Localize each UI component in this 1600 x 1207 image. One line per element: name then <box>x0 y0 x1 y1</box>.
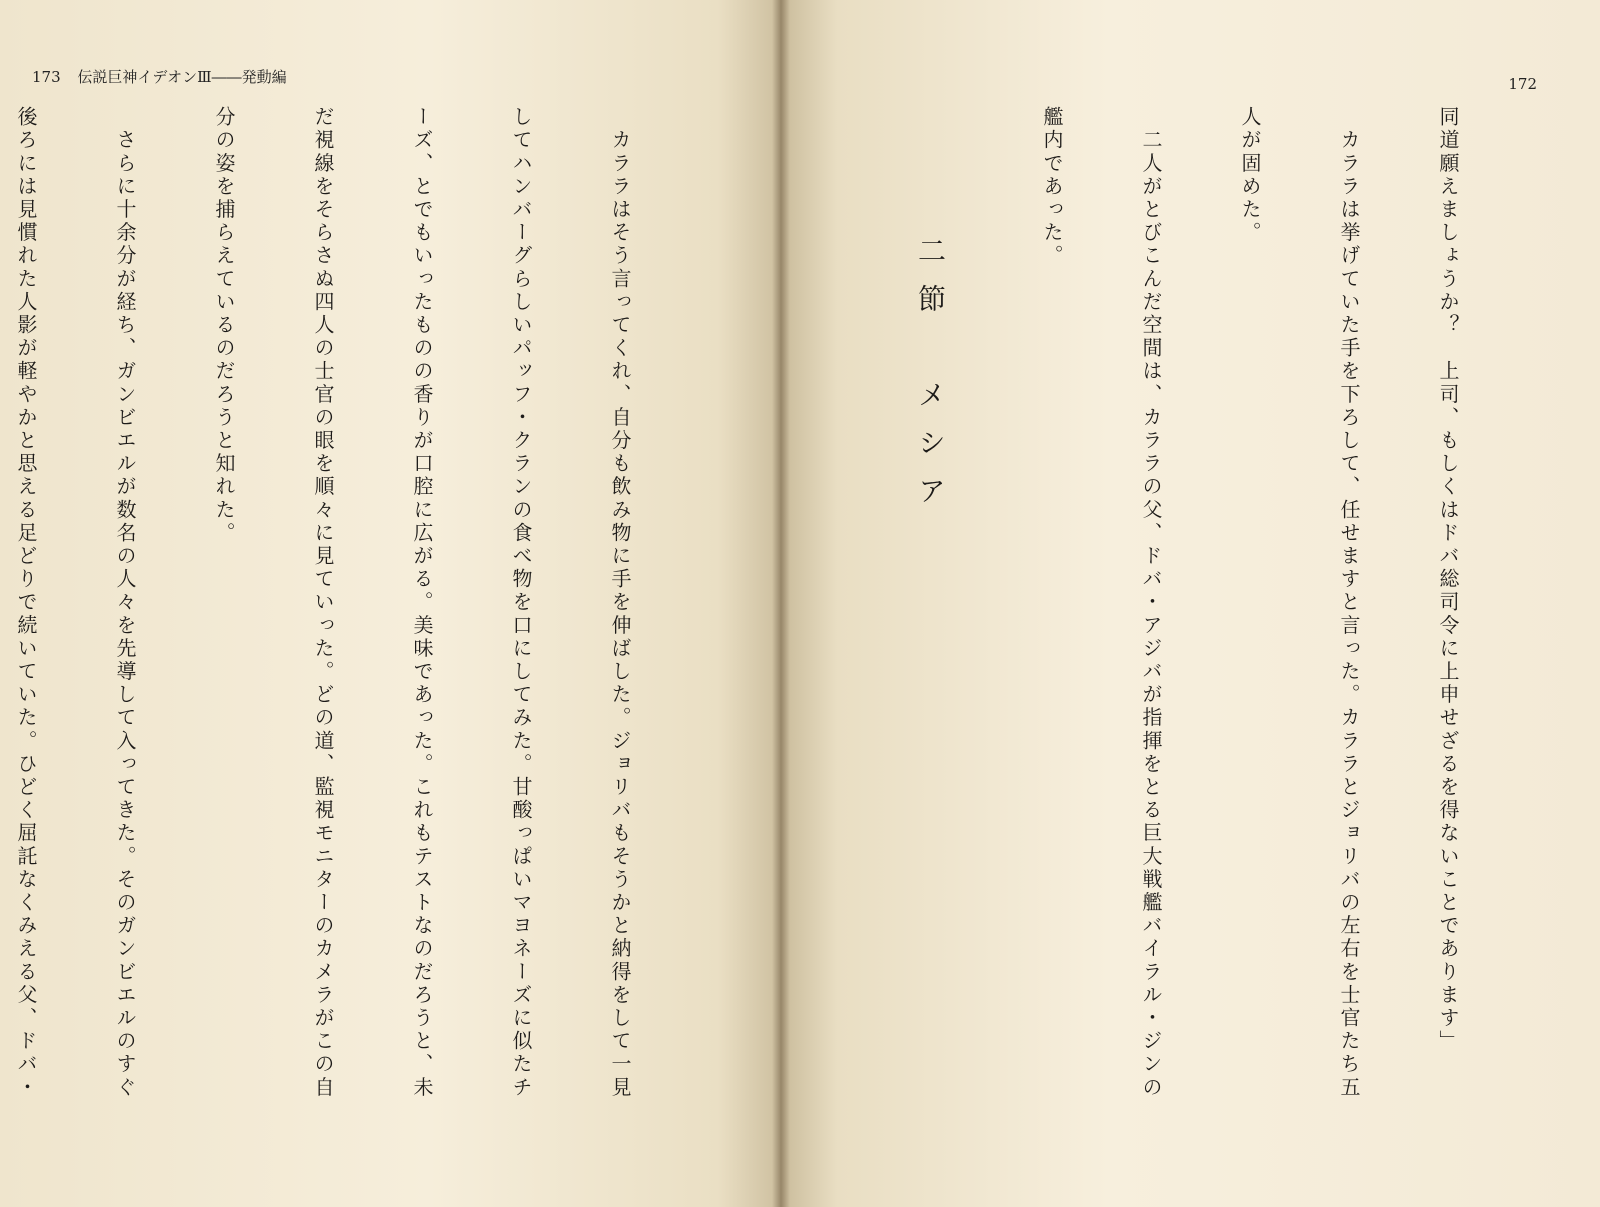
text-line: 人が固めた。 <box>1238 106 1262 245</box>
right-page-body <box>830 106 1530 1146</box>
text-line: だ視線をそらさぬ四人の士官の眼を順々に見ていった。どの道、監視モニターのカメラがこの自 <box>311 106 335 1100</box>
text-line: さらに十余分が経ち、ガンビエルが数名の人々を先導して入ってきた。そのガンビエルのすぐ <box>113 106 137 1100</box>
text-line: カララは挙げていた手を下ろして、任せますと言った。カララとジョリバの左右を士官たち五 <box>1337 106 1361 1100</box>
running-header <box>32 66 287 87</box>
page-number-left: 173 <box>32 68 61 86</box>
text-line: 同道願えましょうか？ 上司、もしくはドバ総司令に上申せざるを得ないことであります」 <box>1436 106 1460 1054</box>
text-line: 分の姿を捕らえているのだろうと知れた。 <box>212 106 236 545</box>
section-heading: 二節 メシア <box>914 236 947 524</box>
text-line: してハンバーグらしいパッフ・クランの食べ物を口にしてみた。甘酸っぱいマヨネーズに似たチ <box>509 106 533 1100</box>
left-page-body <box>12 106 702 1146</box>
text-line: 艦内であった。 <box>1040 106 1064 268</box>
left-page <box>0 0 780 1207</box>
text-line: カララはそう言ってくれ、自分も飲み物に手を伸ばした。ジョリバもそうかと納得をして一見 <box>608 106 632 1100</box>
text-line: 後ろには見慣れた人影が軽やかと思える足どりで続いていた。ひどく屈託なくみえる父、ドバ・ <box>14 106 38 1100</box>
book-gutter <box>772 0 790 1207</box>
running-title: 伝説巨神イデオンⅢ――発動編 <box>77 68 287 86</box>
text-line: 二人がとびこんだ空間は、カララの父、ドバ・アジバが指揮をとる巨大戦艦バイラル・ジンの <box>1139 106 1163 1100</box>
right-page <box>780 0 1600 1207</box>
text-line: ーズ、とでもいったものの香りが口腔に広がる。美味であった。これもテストなのだろうと、未 <box>410 106 434 1100</box>
page-number-right: 172 <box>1508 75 1537 93</box>
